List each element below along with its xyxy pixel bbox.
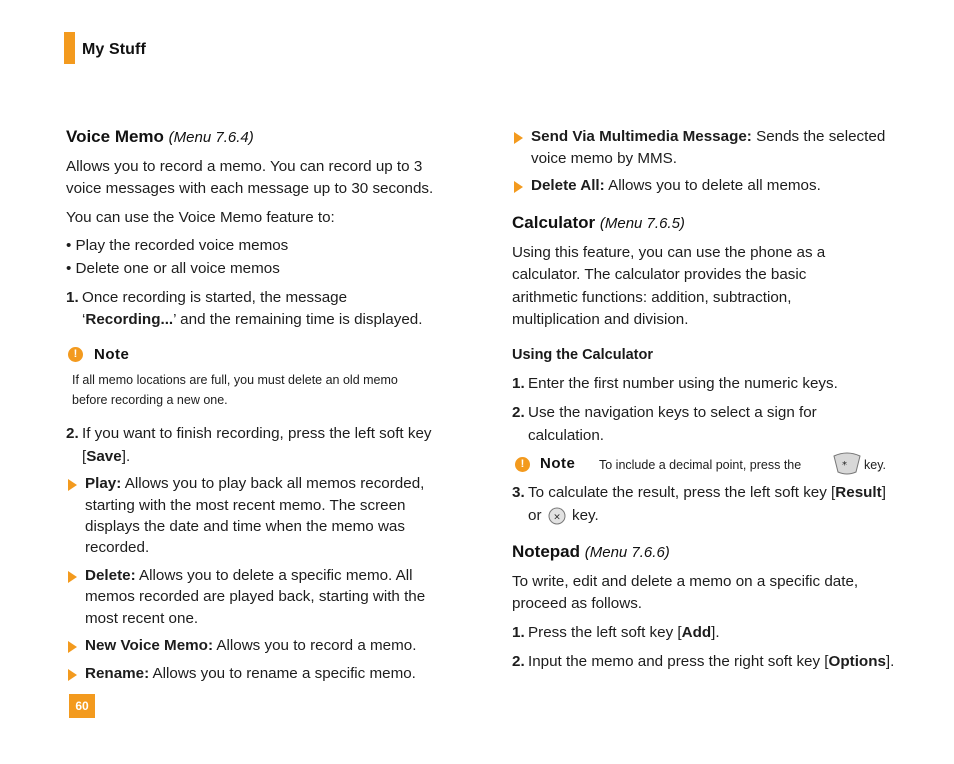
- arrow-bullet-icon: [68, 669, 77, 681]
- bullet-play: • Play the recorded voice memos: [66, 237, 289, 254]
- send-mms-line-1: Send Via Multimedia Message: Sends the selected: [531, 128, 886, 145]
- arrow-bullet-icon: [68, 641, 77, 653]
- delete-line-1: Delete: Allows you to delete a specific memo. All: [85, 567, 413, 584]
- intro-line-1: Allows you to record a memo. You can record up to 3: [66, 158, 423, 175]
- calc-note-text: To include a decimal point, press the: [599, 458, 802, 472]
- using-calculator-heading: Using the Calculator: [512, 347, 653, 363]
- play-line-3: displays the date and time when the memo was: [85, 518, 405, 535]
- step-1-number: 1.: [66, 289, 79, 306]
- note-label: Note: [94, 346, 130, 363]
- play-line-1: Play: Allows you to play back all memos recorded,: [85, 475, 425, 492]
- voice-memo-heading: [66, 127, 254, 147]
- calc-step-2-line-1: Use the navigation keys to select a sign for: [528, 404, 817, 421]
- new-voice-memo-line: New Voice Memo: Allows you to record a memo.: [85, 637, 417, 654]
- voice-memo-menu-ref: (Menu 7.6.4): [168, 129, 254, 146]
- arrow-bullet-icon: [514, 132, 523, 144]
- delete-line-3: most recent one.: [85, 610, 199, 627]
- bullet-delete: • Delete one or all voice memos: [66, 260, 280, 277]
- calc-note-label: Note: [540, 455, 576, 472]
- svg-text:*: *: [842, 460, 852, 471]
- step-1-line-1: Once recording is started, the message: [82, 289, 348, 306]
- step-2-line-1: If you want to finish recording, press the left soft key: [82, 425, 432, 442]
- note-icon: !: [515, 457, 530, 472]
- notepad-step-2-number: 2.: [512, 653, 525, 670]
- notepad-heading: [512, 542, 670, 562]
- arrow-bullet-icon: [514, 181, 523, 193]
- calculator-menu-ref: (Menu 7.6.5): [599, 215, 685, 232]
- page-number-badge: 60: [69, 694, 95, 718]
- section-header-title: My Stuff: [82, 41, 146, 58]
- play-line-4: recorded.: [85, 539, 150, 556]
- delete-all-line: Delete All: Allows you to delete all memos.: [531, 177, 821, 194]
- calc-step-3-number: 3.: [512, 484, 525, 501]
- voice-memo-title: Voice Memo: [66, 127, 164, 146]
- arrow-bullet-icon: [68, 479, 77, 491]
- calc-line-1: Using this feature, you can use the phone as a: [512, 244, 826, 261]
- calc-step-2-line-2: calculation.: [528, 427, 604, 444]
- calc-step-1-number: 1.: [512, 375, 525, 392]
- notepad-line-1: To write, edit and delete a memo on a specific date,: [512, 573, 859, 590]
- intro-line-2: voice messages with each message up to 30 seconds.: [66, 180, 434, 197]
- calc-step-2-number: 2.: [512, 404, 525, 421]
- calc-line-3: arithmetic functions: addition, subtraction,: [512, 289, 792, 306]
- star-key-icon: [832, 450, 862, 476]
- step-2-line-2: [Save].: [82, 448, 131, 465]
- delete-line-2: memos recorded are played back, starting with the: [85, 588, 426, 605]
- header-accent-bar: [64, 32, 75, 64]
- use-intro: You can use the Voice Memo feature to:: [66, 209, 335, 226]
- notepad-step-1-number: 1.: [512, 624, 525, 641]
- calc-step-3-line-1: To calculate the result, press the left soft key [Result]: [528, 484, 886, 501]
- calc-step-3-or: or: [528, 507, 542, 524]
- calc-line-4: multiplication and division.: [512, 311, 689, 328]
- notepad-step-1-text: Press the left soft key [Add].: [528, 624, 720, 641]
- notepad-line-2: proceed as follows.: [512, 595, 643, 612]
- play-line-2: starting with the most recent memo. The screen: [85, 497, 406, 514]
- calc-step-1-text: Enter the first number using the numeric keys.: [528, 375, 838, 392]
- notepad-menu-ref: (Menu 7.6.6): [584, 544, 670, 561]
- calculator-heading: [512, 213, 685, 233]
- step-1-line-2: ‘Recording...’ and the remaining time is displayed.: [82, 311, 423, 328]
- notepad-step-2-text: Input the memo and press the right soft key [Options].: [528, 653, 895, 670]
- note-line-2: before recording a new one.: [72, 393, 228, 407]
- arrow-bullet-icon: [68, 571, 77, 583]
- step-2-number: 2.: [66, 425, 79, 442]
- svg-text:×: ×: [553, 512, 561, 523]
- calc-note-text-end: key.: [864, 458, 886, 472]
- calculator-title: Calculator: [512, 213, 596, 232]
- send-mms-line-2: voice memo by MMS.: [531, 150, 678, 167]
- note-icon: !: [68, 347, 83, 362]
- rename-line: Rename: Allows you to rename a specific memo.: [85, 665, 416, 682]
- notepad-title: Notepad: [512, 542, 580, 561]
- note-line-1: If all memo locations are full, you must delete an old memo: [72, 373, 398, 387]
- clear-key-icon: [548, 507, 566, 525]
- calc-step-3-key: key.: [572, 507, 599, 524]
- calc-line-2: calculator. The calculator provides the basic: [512, 266, 807, 283]
